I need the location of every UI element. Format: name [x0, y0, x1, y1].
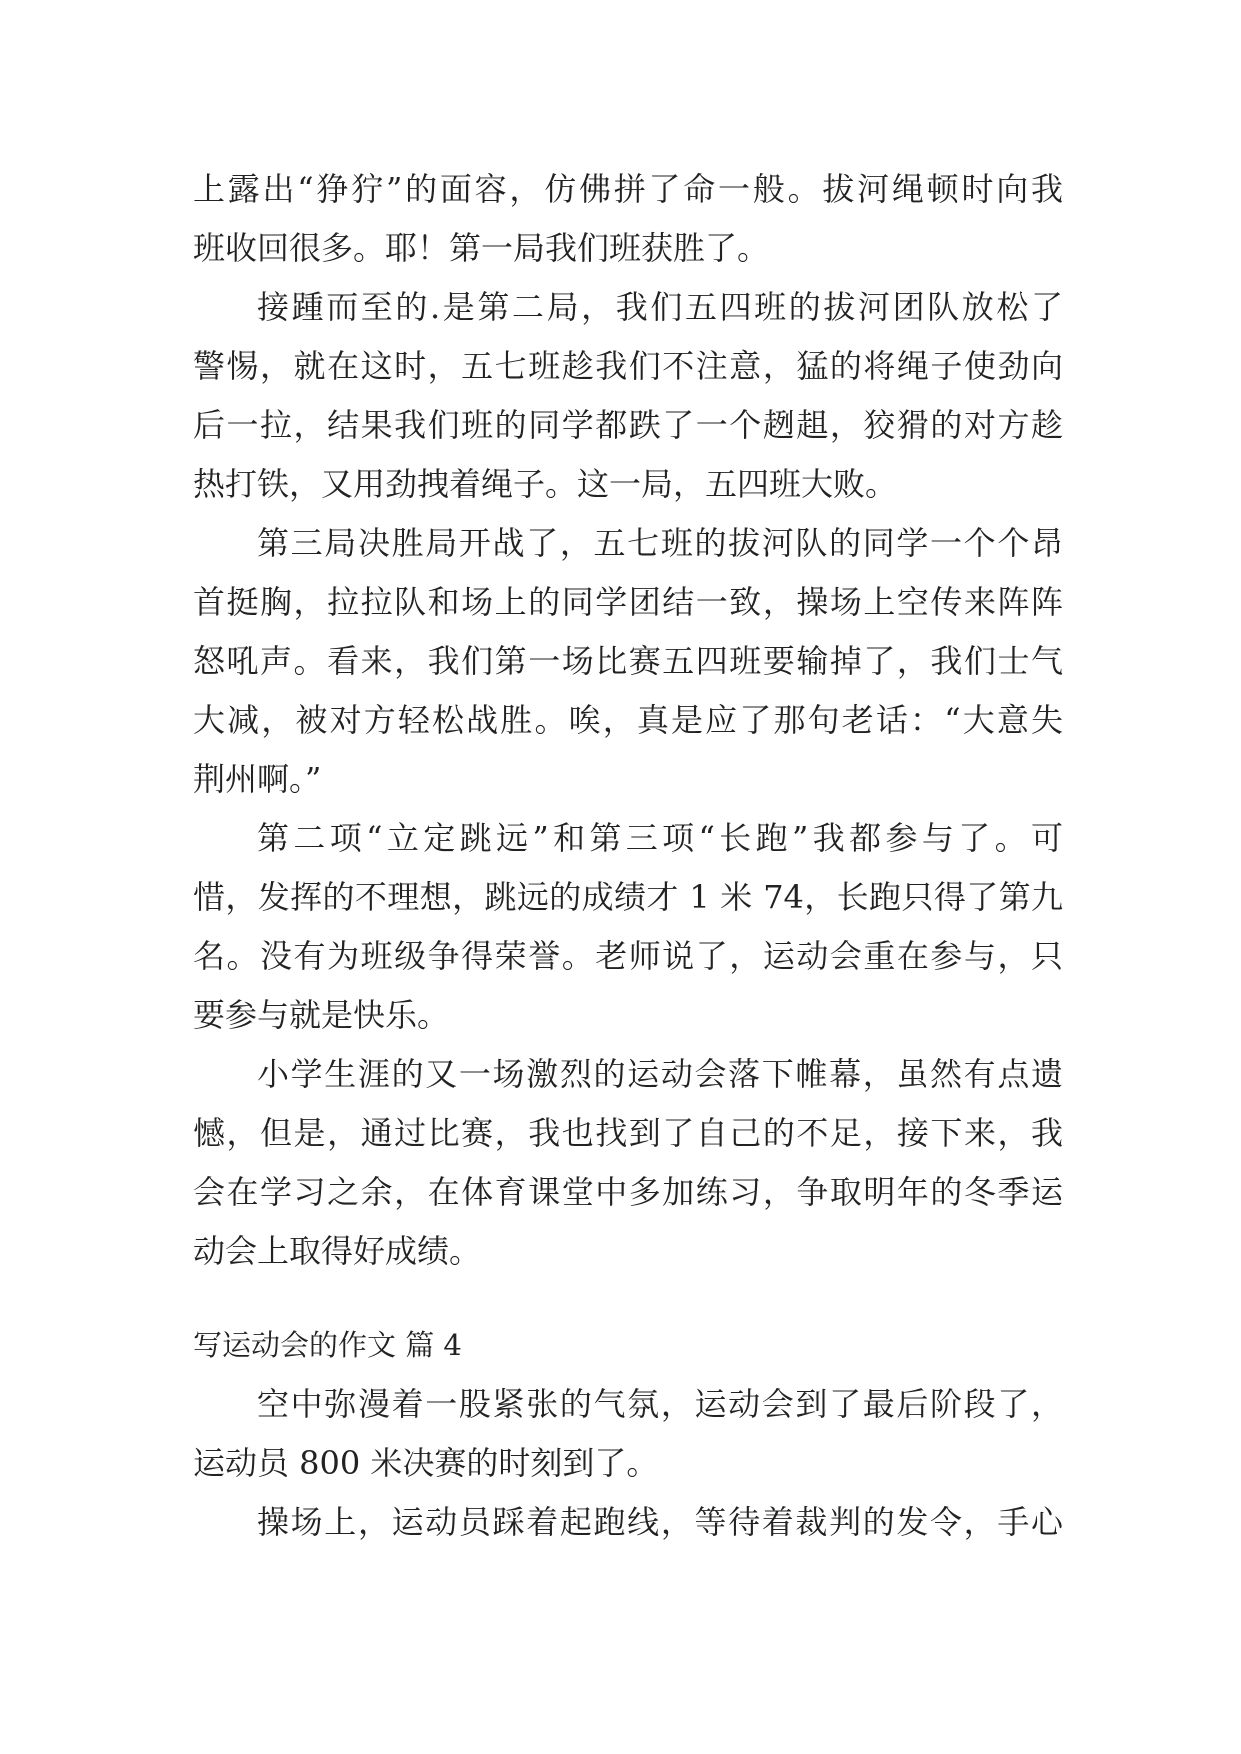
text-line: 憾，但是，通过比赛，我也找到了自己的不足，接下来，我 — [193, 1114, 1063, 1152]
paragraph-1 — [193, 160, 1063, 278]
text-line: 荆州啊。” — [193, 760, 322, 798]
text-line: 小学生涯的又一场激烈的运动会落下帷幕，虽然有点遗 — [257, 1055, 1063, 1093]
text-line: 怒吼声。看来，我们第一场比赛五四班要输掉了，我们士气 — [193, 642, 1063, 680]
text-line: 第二项“立定跳远”和第三项“长跑”我都参与了。可 — [257, 819, 1063, 857]
text-line: 会在学习之余，在体育课堂中多加练习，争取明年的冬季运 — [193, 1173, 1063, 1211]
text-line: 警惕，就在这时，五七班趁我们不注意，猛的将绳子使劲向 — [193, 347, 1063, 385]
section-paragraph-2 — [193, 1493, 1063, 1552]
text-line: 操场上，运动员踩着起跑线，等待着裁判的发令，手心 — [257, 1503, 1063, 1541]
text-line: 要参与就是快乐。 — [193, 996, 450, 1034]
paragraph-4 — [193, 809, 1063, 1045]
text-line: 动会上取得好成绩。 — [193, 1232, 482, 1270]
text-line: 接踵而至的.是第二局，我们五四班的拔河团队放松了 — [257, 288, 1063, 326]
text-line: 运动员 800 米决赛的时刻到了。 — [193, 1444, 659, 1482]
paragraph-2 — [193, 278, 1063, 514]
text-line: 上露出“狰狞”的面容，仿佛拼了命一般。拔河绳顿时向我 — [193, 170, 1063, 208]
text-line: 首挺胸，拉拉队和场上的同学团结一致，操场上空传来阵阵 — [193, 583, 1063, 621]
text-line: 大减，被对方轻松战胜。唉，真是应了那句老话：“大意失 — [193, 701, 1063, 739]
text-line: 惜，发挥的不理想，跳远的成绩才 1 米 74，长跑只得了第九 — [193, 878, 1063, 916]
text-line: 班收回很多。耶！第一局我们班获胜了。 — [193, 229, 770, 267]
text-line: 热打铁，又用劲拽着绳子。这一局，五四班大败。 — [193, 465, 898, 503]
text-line: 后一拉，结果我们班的同学都跌了一个趔趄，狡猾的对方趁 — [193, 406, 1063, 444]
section-gap — [193, 1281, 1063, 1316]
paragraph-3 — [193, 514, 1063, 809]
paragraph-5 — [193, 1045, 1063, 1281]
section-paragraph-1 — [193, 1375, 1063, 1493]
section-heading: 写运动会的作文 篇 4 — [193, 1328, 462, 1362]
text-line: 名。没有为班级争得荣誉。老师说了，运动会重在参与，只 — [193, 937, 1063, 975]
text-line: 第三局决胜局开战了，五七班的拔河队的同学一个个昂 — [257, 524, 1063, 562]
document-body — [193, 160, 1063, 1552]
text-line: 空中弥漫着一股紧张的气氛，运动会到了最后阶段了， — [257, 1385, 1063, 1423]
